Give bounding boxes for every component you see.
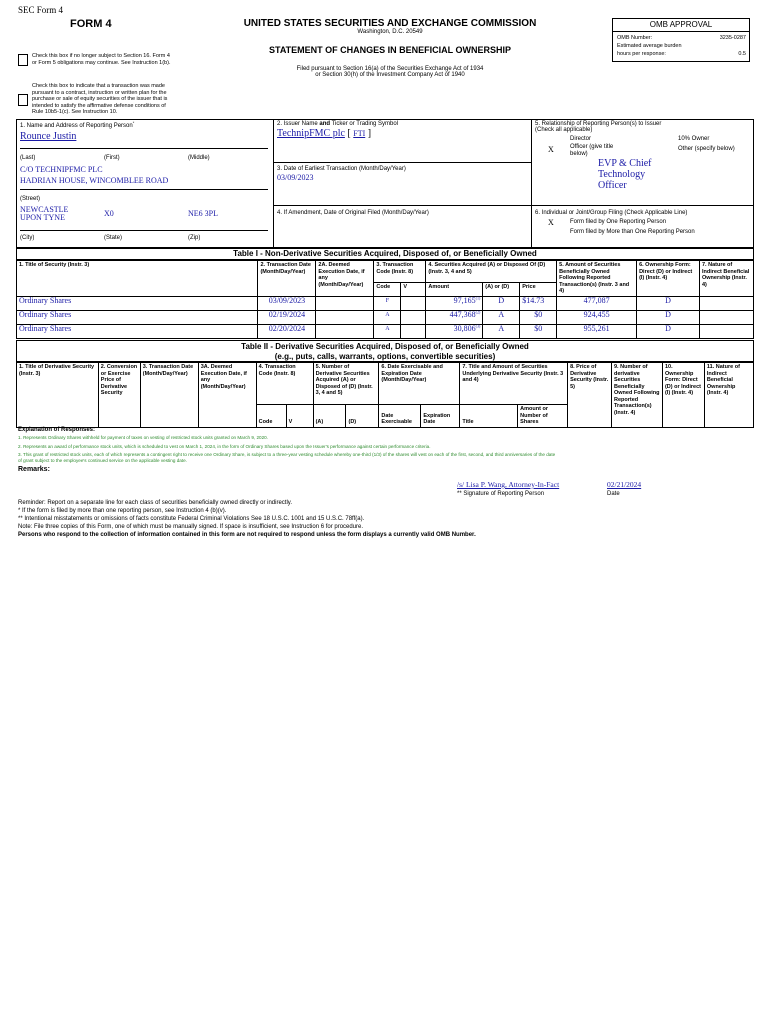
- middle-label: (Middle): [188, 155, 210, 161]
- agency-title: UNITED STATES SECURITIES AND EXCHANGE COMMISSION: [243, 18, 537, 29]
- row-ad: A: [483, 324, 520, 338]
- t2-header-code: 4. Transaction Code (Instr. 8): [256, 363, 313, 405]
- state-label: (State): [104, 235, 123, 241]
- t1-header-nature: 7. Nature of Indirect Beneficial Ownership (Instr. 4): [699, 261, 753, 297]
- address-line-2: HADRIAN HOUSE, WINCOMBLEE ROAD: [20, 176, 169, 185]
- table2-derivative: [16, 362, 754, 428]
- omb-hours-label: hours per response:: [617, 51, 666, 57]
- row-security-title: Ordinary Shares: [17, 310, 258, 324]
- t2-sub-v: V: [286, 405, 313, 428]
- ten-percent-owner-option[interactable]: 10% Owner: [678, 136, 710, 142]
- signature-name[interactable]: /s/ Lisa P. Wang, Attorney-In-Fact: [457, 480, 560, 489]
- t2-header-date: 3. Transaction Date (Month/Day/Year): [140, 363, 198, 428]
- row-nature: [699, 310, 753, 324]
- row-transaction-date: 03/09/2023: [258, 296, 316, 310]
- row-ownership-form: D: [637, 296, 700, 310]
- footnote-2: 2. Represents an award of performance stock units, which is scheduled to vest on March 1, 2024, in the form of Ordinary Shares based upon the Issuer's performance against certain performance criteria.: [18, 444, 431, 449]
- issuer-line: TechnipFMC plc [ FTI ]: [277, 128, 372, 139]
- row-code: A: [374, 324, 401, 338]
- table-row: [17, 310, 754, 324]
- other-option[interactable]: Other (specify below): [678, 146, 735, 152]
- row-owned: 477,087: [557, 296, 637, 310]
- t2-header-price: 8. Price of Derivative Security (Instr. 5): [568, 363, 612, 428]
- row-v: [401, 296, 426, 310]
- city-line-1: NEWCASTLE: [20, 205, 69, 214]
- officer-check-mark: X: [548, 145, 554, 154]
- omb-approval-box: [612, 18, 750, 62]
- row-price: $0: [520, 310, 557, 324]
- t1-header-date: 2. Transaction Date (Month/Day/Year): [258, 261, 316, 297]
- signature-label: ** Signature of Reporting Person: [457, 491, 545, 497]
- t2-header-exercisable: 6. Date Exercisable and Expiration Date (Month/Day/Year): [379, 363, 460, 405]
- row-amount: 97,165$^{(1)}$: [426, 296, 483, 310]
- signature-date: 02/21/2024: [607, 480, 642, 489]
- t2-header-underlying: 7. Title and Amount of Securities Underlying Derivative Security (Instr. 3 and 4): [460, 363, 568, 405]
- street-label: (Street): [20, 196, 41, 202]
- signature-date-label: Date: [607, 491, 620, 497]
- table-row: [17, 324, 754, 338]
- row-v: [401, 324, 426, 338]
- t1-sub-price: Price: [520, 282, 557, 296]
- row-security-title: Ordinary Shares: [17, 296, 258, 310]
- row-security-title: Ordinary Shares: [17, 324, 258, 338]
- omb-hours-value: 0.5: [738, 51, 746, 57]
- t1-sub-amount: Amount: [426, 282, 483, 296]
- officer-option[interactable]: Officer (give title below): [570, 144, 614, 157]
- checkbox-no-longer-subject-text: Check this box if no longer subject to Section 16. Form 4 or Form 5 obligations may continue. See Instruction 1(b).: [32, 53, 171, 66]
- row-transaction-date: 02/20/2024: [258, 324, 316, 338]
- agency-location: Washington, D.C. 20549: [357, 29, 423, 35]
- footer-misstatement-note: ** Intentional misstatements or omissions of facts constitute Federal Criminal Violations See 18 U.S.C. 1001 and 15 U.S.C. 78ff(a).: [18, 516, 365, 522]
- row-ownership-form: D: [637, 310, 700, 324]
- one-person-check-mark: X: [548, 218, 554, 227]
- t1-header-deemed: 2A. Deemed Execution Date, if any (Month/Day/Year): [316, 261, 374, 297]
- footnote-1: 1. Represents Ordinary Shares withheld for payment of taxes on vesting of restricted stock units granted on March 9, 2020.: [18, 435, 268, 440]
- omb-title: OMB APPROVAL: [613, 19, 749, 32]
- t2-header-conversion: 2. Conversion or Exercise Price of Derivative Security: [98, 363, 140, 428]
- t1-header-amount-owned: 5. Amount of Securities Beneficially Owned Following Reported Transaction(s) (Instr. 3 and 4): [557, 261, 637, 297]
- row-deemed-date: [316, 296, 374, 310]
- sec-form-label: SEC Form 4: [18, 5, 64, 15]
- row-price: $0: [520, 324, 557, 338]
- checkbox-10b5-1[interactable]: [18, 94, 28, 106]
- footer-star-note: * If the form is filed by more than one reporting person, see Instruction 4 (b)(v).: [18, 508, 227, 514]
- city-line-2: UPON TYNE: [20, 213, 65, 222]
- box6-label: 6. Individual or Joint/Group Filing (Check Applicable Line): [535, 210, 688, 216]
- row-deemed-date: [316, 310, 374, 324]
- row-deemed-date: [316, 324, 374, 338]
- row-transaction-date: 02/19/2024: [258, 310, 316, 324]
- row-v: [401, 310, 426, 324]
- checkbox-10b5-1-text: Check this box to indicate that a transaction was made pursuant to a contract, instruction or written plan for the purchase or sale of equity securities of the issuer that is intended to satisfy the affirmative defense conditions of Rule 10b5-1(c). See Instruction 10.: [32, 83, 168, 115]
- box1-label: 1. Name and Address of Reporting Person*: [20, 120, 135, 129]
- box4-label: 4. If Amendment, Date of Original Filed (Month/Day/Year): [277, 210, 429, 216]
- box2-label: 2. Issuer Name and Ticker or Trading Symbol: [277, 121, 399, 127]
- state-value: X0: [104, 209, 114, 218]
- statement-title: STATEMENT OF CHANGES IN BENEFICIAL OWNERSHIP: [268, 45, 511, 55]
- checkbox-no-longer-subject[interactable]: [18, 54, 28, 66]
- director-option[interactable]: Director: [570, 136, 592, 142]
- row-nature: [699, 324, 753, 338]
- table2-title: Table II - Derivative Securities Acquired, Disposed of, or Beneficially Owned (e.g., puts, calls, warrants, options, convertible securities): [16, 340, 754, 362]
- t2-sub-amount: Amount or Number of Shares: [518, 405, 568, 428]
- first-label: (First): [104, 155, 120, 161]
- table1-title: Table I - Non-Derivative Securities Acquired, Disposed of, or Beneficially Owned: [16, 248, 754, 260]
- last-label: (Last): [20, 155, 36, 161]
- t2-header-number: 5. Number of Derivative Securities Acquired (A) or Disposed of (D) (Instr. 3, 4 and 5): [313, 363, 379, 405]
- table1-nonderivative: [16, 260, 754, 339]
- table-row: [17, 296, 754, 310]
- row-nature: [699, 296, 753, 310]
- row-code: F: [374, 296, 401, 310]
- footnote-3: 3. This grant of restricted stock units, each of which represents a contingent right to receive one Ordinary Share, is subject to a three-year vesting schedule whereby one-third (1/3) of the shares will vest on each of the first, second, and third anniversaries of the date: [18, 452, 556, 457]
- footer-reminder: Reminder: Report on a separate line for each class of securities beneficially owned directly or indirectly.: [18, 500, 293, 506]
- t2-header-nature: 11. Nature of Indirect Beneficial Ownership (Instr. 4): [704, 363, 753, 428]
- filed-pursuant-1: Filed pursuant to Section 16(a) of the Securities Exchange Act of 1934: [296, 66, 484, 72]
- multiple-reporting-persons-option[interactable]: Form filed by More than One Reporting Person: [570, 229, 695, 235]
- omb-burden-label: Estimated average burden: [617, 43, 682, 49]
- footer-copies-note: Note: File three copies of this Form, one of which must be manually signed. If space is insufficient, see Instruction 6 for procedure.: [18, 524, 364, 530]
- t2-sub-title: Title: [460, 405, 518, 428]
- earliest-transaction-date: 03/09/2023: [277, 173, 314, 182]
- t2-sub-d: (D): [346, 405, 379, 428]
- zip-label: (Zip): [188, 235, 201, 241]
- footnote-3-cont: of grant subject to the employee's continued service on the applicable vesting date.: [18, 458, 187, 463]
- form-title: FORM 4: [70, 18, 112, 30]
- footer-omb-note: Persons who respond to the collection of information contained in this form are not required to respond unless the form displays a currently valid OMB Number.: [18, 532, 476, 538]
- row-ownership-form: D: [637, 324, 700, 338]
- reporting-person-name[interactable]: Rounce Justin: [20, 131, 77, 142]
- t1-sub-v: V: [401, 282, 426, 296]
- address-line-1: C/O TECHNIPFMC PLC: [20, 165, 103, 174]
- row-owned: 955,261: [557, 324, 637, 338]
- t1-header-ownership-form: 6. Ownership Form: Direct (D) or Indirect (I) (Instr. 4): [637, 261, 700, 297]
- ticker-symbol[interactable]: FTI: [353, 129, 366, 138]
- t2-header-deemed: 3A. Deemed Execution Date, if any (Month/Day/Year): [198, 363, 256, 428]
- officer-title: EVP & Chief Technology Officer: [598, 158, 652, 191]
- row-code: A: [374, 310, 401, 324]
- t2-header-owned: 9. Number of derivative Securities Beneficially Owned Following Reported Transaction(s) (Instr. 4): [612, 363, 663, 428]
- city-label: (City): [20, 235, 35, 241]
- t1-header-securities: 4. Securities Acquired (A) or Disposed Of (D) (Instr. 3, 4 and 5): [426, 261, 557, 283]
- t2-header-ownership-form: 10. Ownership Form: Direct (D) or Indirect (I) (Instr. 4): [662, 363, 704, 428]
- t2-header-title: 1. Title of Derivative Security (Instr. 3): [17, 363, 99, 428]
- row-owned: 924,455: [557, 310, 637, 324]
- row-ad: A: [483, 310, 520, 324]
- t1-header-code: 3. Transaction Code (Instr. 8): [374, 261, 426, 283]
- t2-sub-exercisable: Date Exercisable: [379, 405, 421, 428]
- row-price: $14.73: [520, 296, 557, 310]
- t2-sub-expiration: Expiration Date: [421, 405, 460, 428]
- omb-number-value: 3235-0287: [719, 35, 746, 41]
- filed-pursuant-2: or Section 30(h) of the Investment Company Act of 1940: [315, 72, 465, 78]
- one-reporting-person-option[interactable]: Form filed by One Reporting Person: [570, 219, 667, 225]
- box5-label: 5. Relationship of Reporting Person(s) to Issuer: [535, 121, 662, 127]
- t1-header-title: 1. Title of Security (Instr. 3): [17, 261, 258, 297]
- remarks-heading: Remarks:: [18, 466, 50, 473]
- explanation-heading: Explanation of Responses:: [18, 427, 96, 433]
- t1-sub-code: Code: [374, 282, 401, 296]
- issuer-name[interactable]: TechnipFMC plc: [277, 128, 345, 139]
- row-amount: 30,806$^{(3)}$: [426, 324, 483, 338]
- row-ad: D: [483, 296, 520, 310]
- box5-sublabel: (Check all applicable): [535, 127, 593, 133]
- t1-sub-ad: (A) or (D): [483, 282, 520, 296]
- zip-value: NE6 3PL: [188, 209, 218, 218]
- box3-label: 3. Date of Earliest Transaction (Month/Day/Year): [277, 166, 406, 172]
- omb-number-label: OMB Number:: [617, 35, 653, 41]
- t2-sub-a: (A): [313, 405, 346, 428]
- row-amount: 447,368$^{(2)}$: [426, 310, 483, 324]
- t2-sub-code: Code: [256, 405, 286, 428]
